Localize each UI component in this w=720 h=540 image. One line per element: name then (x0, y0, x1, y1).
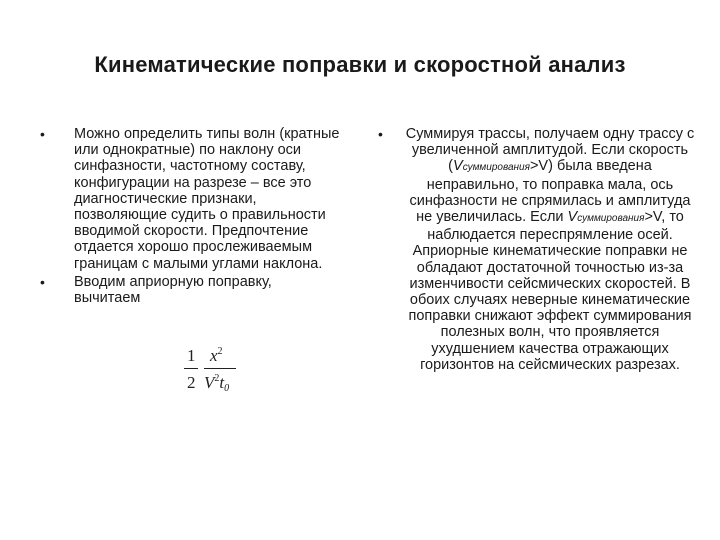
left-item-1-text: Можно определить типы волн (кратные или однократные) по наклону оси синфазности, частотному составу, конфигурации на разрезе – все это диагностические признаки, позволяющие судить о правильности вводимой скорости. Предпочтение отдается хорошо прослеживаемым границам с малыми углами наклона. (74, 126, 340, 272)
left-item-2-line-2: вычитаем (74, 290, 141, 307)
right-bullet-item (378, 126, 698, 373)
formula-denominator-2: $V^2t_0$ (204, 373, 230, 394)
bullet-icon: • (40, 126, 45, 142)
left-column (40, 126, 340, 306)
bullet-icon: • (40, 273, 45, 290)
formula-numerator-2: $x^2$ (210, 346, 223, 365)
left-item-2-line-1: Вводим априорную поправку, (74, 273, 272, 290)
left-bullet-item-2 (40, 274, 340, 306)
velocity-symbol: V (567, 209, 578, 226)
velocity-subscript: суммирования (462, 162, 530, 174)
slide-title: Кинематические поправки и скоростной анализ (94, 52, 626, 77)
right-text-part-1: Суммируя трассы, получаем одну трассу с увеличенной амплитудой. Если скорость ( (405, 126, 695, 175)
right-text-part-3: >V, то наблюдается переспрямление осей. Априорные кинематические поправки не обладают достаточной точностью из-за изменчивости сейсмических скоростей. В обоих случаях неверные кинематические поправки снижают эффект суммирования полезных волн, что проявляется ухудшением качества отражающих горизонтов на сейсмических разрезах. (408, 209, 692, 373)
formula-fraction-bar-2 (204, 368, 236, 369)
formula-numerator-1: 1 (187, 346, 196, 365)
formula-fraction-bar-1 (184, 368, 198, 369)
formula-denominator-1: 2 (187, 373, 196, 392)
right-text-part-2: >V) была введена неправильно, то поправка мала, ось синфазности не спрямилась и амплитуда не увеличилась. Если (409, 158, 691, 226)
correction-formula (184, 346, 264, 396)
velocity-subscript: суммирования (577, 213, 645, 225)
right-column (378, 126, 698, 373)
velocity-symbol: V (453, 158, 463, 175)
left-bullet-item-1 (40, 126, 340, 272)
bullet-icon: • (378, 126, 383, 142)
